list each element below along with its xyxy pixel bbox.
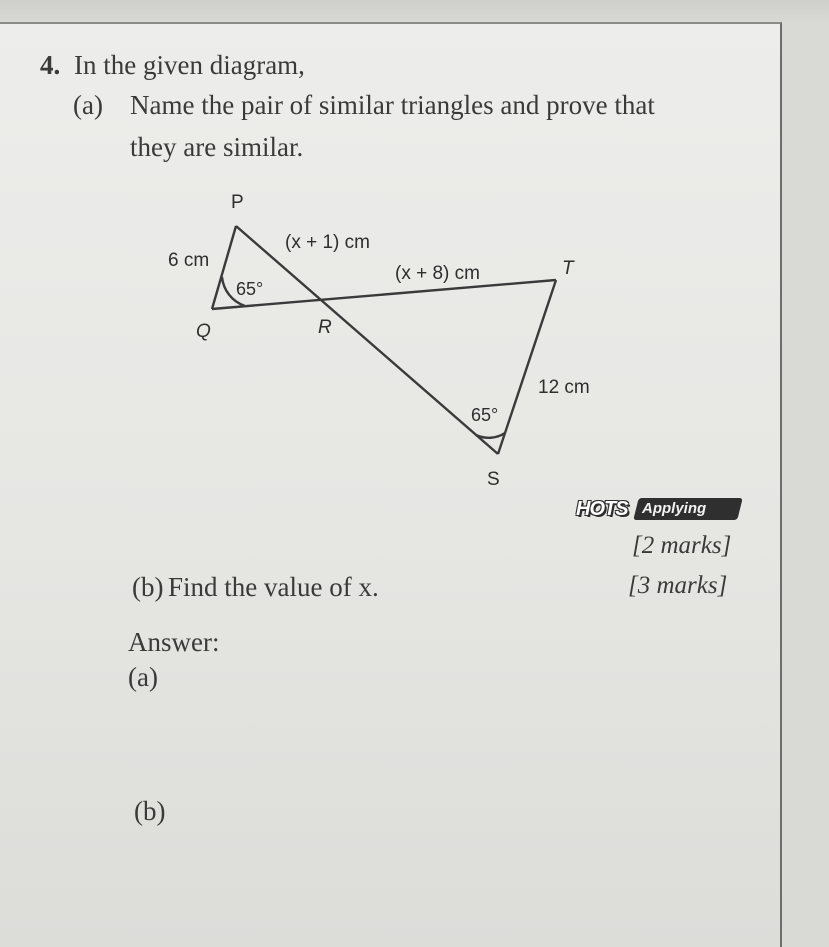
part-a-label: (a) (73, 90, 103, 120)
triangles-diagram (150, 180, 620, 490)
part-b-marks: [3 marks] (628, 572, 728, 599)
part-a-prompt-line1: Name the pair of similar triangles and prove that (130, 90, 655, 120)
vertex-r-label: R (318, 317, 332, 338)
answer-a-label: (a) (128, 662, 158, 692)
hots-applying-badge (576, 496, 742, 522)
side-ts-label: 12 cm (538, 377, 590, 398)
side-rt-label: (x + 8) cm (395, 263, 480, 284)
part-b-label: (b) (132, 572, 164, 602)
part-a-marks: [2 marks] (632, 532, 732, 559)
answer-heading: Answer: (128, 627, 220, 657)
side-ts (498, 280, 556, 454)
vertex-s-label: S (487, 469, 500, 490)
side-qt (212, 280, 556, 309)
vertex-q-label: Q (196, 321, 211, 342)
question-intro: In the given diagram, (74, 50, 305, 80)
side-pr-label: (x + 1) cm (285, 232, 370, 253)
answer-b-label: (b) (134, 796, 166, 826)
angle-q-label: 65° (236, 279, 264, 299)
top-edge (0, 0, 829, 22)
angle-s-arc (476, 433, 505, 438)
part-b-prompt: Find the value of x. (168, 572, 379, 602)
side-pq (212, 226, 236, 309)
side-ps (236, 226, 498, 454)
applying-label: Applying (642, 500, 707, 517)
angle-s-label: 65° (471, 405, 499, 425)
side-pq-label: 6 cm (168, 250, 210, 271)
vertex-p-label: P (231, 192, 244, 213)
question-number: 4. (40, 50, 61, 80)
hots-label: HOTS (576, 498, 628, 520)
part-a-prompt-line2: they are similar. (130, 132, 304, 162)
vertex-t-label: T (562, 258, 574, 279)
